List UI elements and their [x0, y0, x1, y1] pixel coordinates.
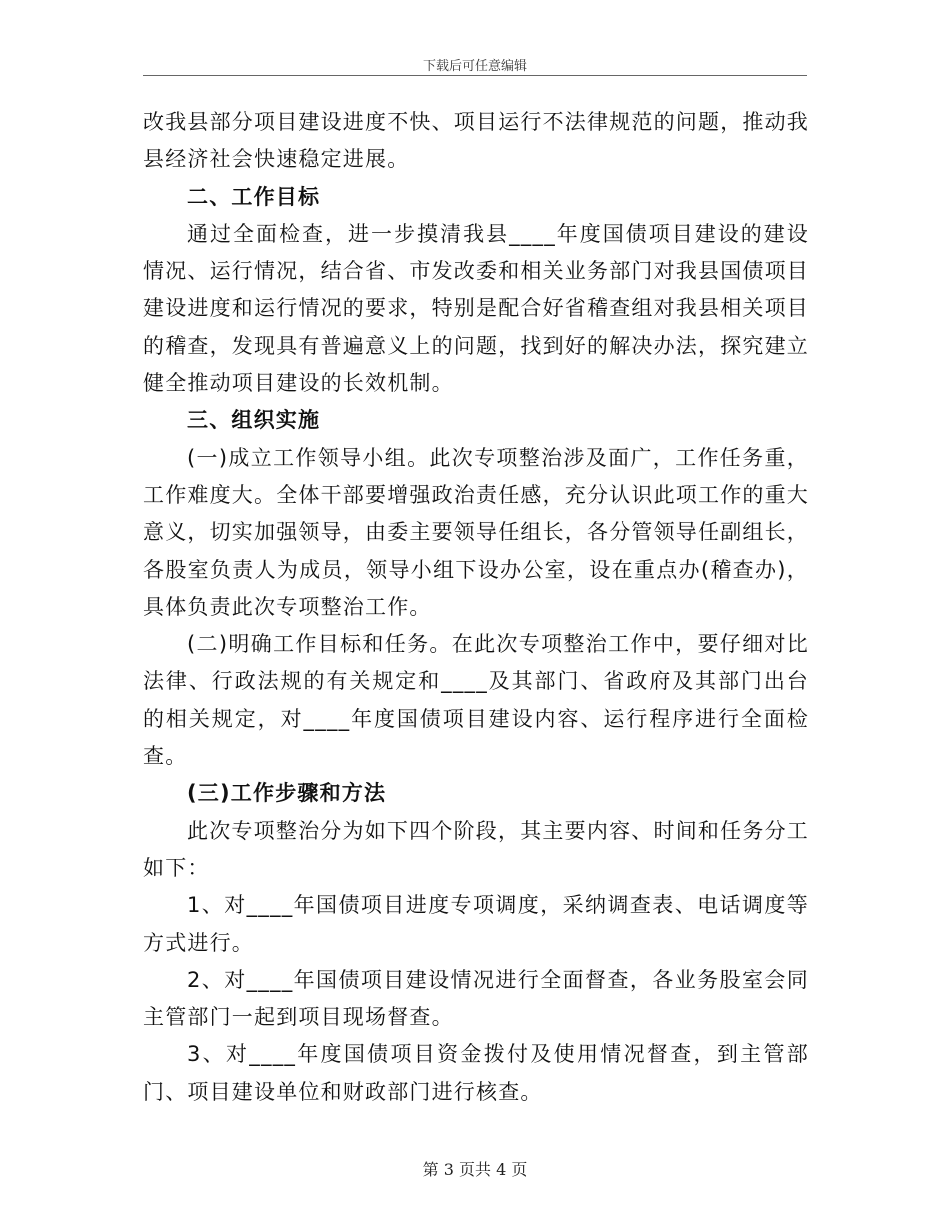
page-header: 下载后可任意编辑	[422, 59, 527, 74]
section-heading-goals: 二、工作目标	[187, 184, 321, 209]
subheading-steps-methods: (三)工作步骤和方法	[187, 781, 387, 806]
list-item-3: 3、对____年度国债项目资金拨付及使用情况督查，到主管部门、项目建设单位和财政部门进行核查。	[143, 1042, 809, 1104]
paragraph-leadership-group: (一)成立工作领导小组。此次专项整治涉及面广，工作任务重，工作难度大。全体干部要增强政治责任感，充分认识此项工作的重大意义，切实加强领导，由委主要领导任组长，各分管领导任副组长，各股室负责人为成员，领导小组下设办公室，设在重点办(稽查办)，具体负责此次专项整治工作。	[143, 445, 809, 619]
paragraph-targets-tasks: (二)明确工作目标和任务。在此次专项整治工作中，要仔细对比法律、行政法规的有关规定和____及其部门、省政府及其部门出台的相关规定，对____年度国债项目建设内容、运行程序进行全面检查。	[143, 632, 809, 769]
list-item-1: 1、对____年国债项目进度专项调度，采纳调查表、电话调度等方式进行。	[143, 893, 809, 955]
document-body	[143, 104, 809, 1111]
header-divider	[143, 75, 807, 76]
section-heading-implementation: 三、组织实施	[187, 408, 321, 433]
paragraph-goals: 通过全面检查，进一步摸清我县____年度国债项目建设的建设情况、运行情况，结合省、市发改委和相关业务部门对我县国债项目建设进度和运行情况的要求，特别是配合好省稽查组对我县相关项目的稽查，发现具有普遍意义上的问题，找到好的解决办法，探究建立健全推动项目建设的长效机制。	[143, 221, 809, 396]
page-number: 第 3 页共 4 页	[422, 1160, 528, 1179]
list-item-2: 2、对____年国债项目建设情况进行全面督查，各业务股室会同主管部门一起到项目现场督查。	[143, 967, 809, 1030]
paragraph-stages-intro: 此次专项整治分为如下四个阶段，其主要内容、时间和任务分工如下：	[143, 818, 809, 880]
paragraph-continuation: 改我县部分项目建设进度不快、项目运行不法律规范的问题，推动我县经济社会快速稳定进展。	[143, 110, 809, 172]
